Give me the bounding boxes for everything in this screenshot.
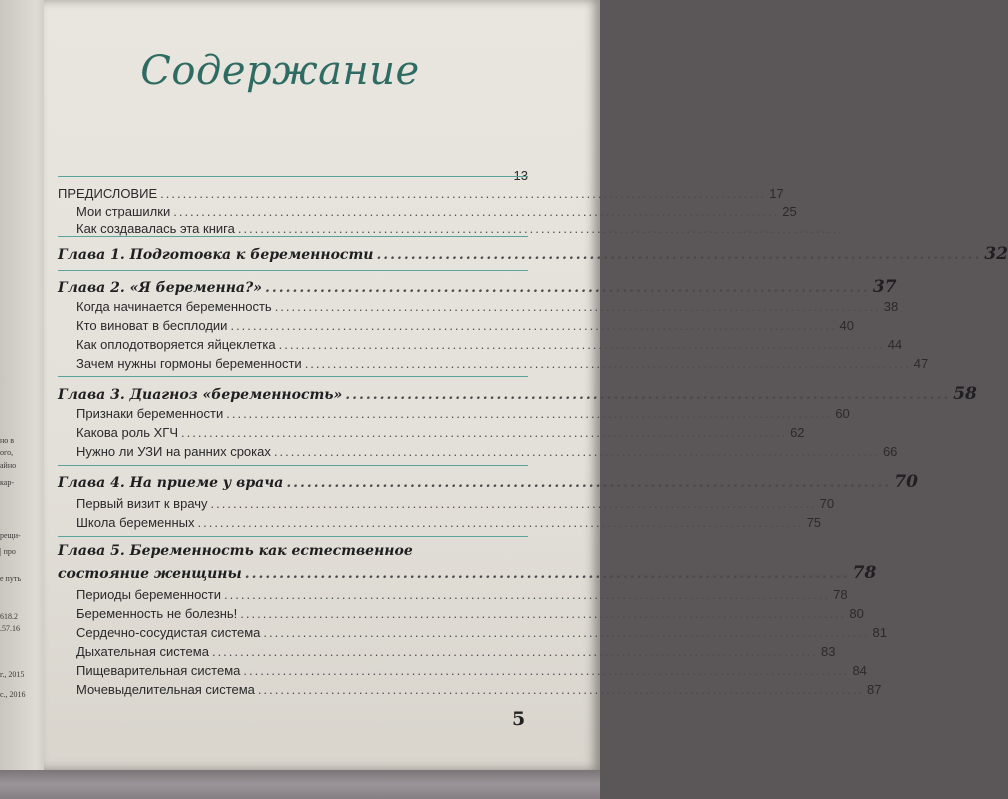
toc-page: 81 [872, 625, 887, 640]
toc-page: 70 [819, 496, 835, 511]
toc-entry: Зачем нужны гормоны беременности ............................................................................................................ 47 [58, 356, 528, 371]
toc-page: 66 [882, 444, 898, 459]
toc-entry: Сердечно-сосудистая система ............................................................................................................ 81 [58, 625, 528, 640]
toc-entry: Первый визит к врачу ............................................................................................................ 70 [58, 496, 528, 511]
divider [58, 176, 528, 177]
toc-page: 78 [852, 563, 877, 583]
toc-label: Какова роль ХГЧ [76, 425, 178, 440]
toc-label: Зачем нужны гормоны беременности [76, 356, 302, 371]
toc-label: Дыхательная система [76, 644, 209, 659]
toc-page: 25 [782, 204, 797, 219]
toc-page: 17 [769, 186, 784, 201]
toc-page: 32 [984, 244, 1008, 264]
toc-label: Как создавалась эта книга [76, 221, 235, 236]
toc-chapter: состояние женщины ........................................................................................ 78 [58, 563, 877, 583]
divider [58, 465, 528, 466]
toc-entry: Когда начинается беременность ............................................................................................................ 38 [58, 299, 528, 314]
divider [58, 236, 528, 237]
divider [58, 270, 528, 271]
toc-entry: Пищеварительная система ............................................................................................................ 84 [58, 663, 528, 678]
left-page-text: айно [0, 461, 17, 470]
toc-entry: Признаки беременности ............................................................................................................ 60 [58, 406, 528, 421]
toc-entry: Периоды беременности ............................................................................................................ 78 [58, 587, 528, 602]
toc-page: 87 [866, 682, 882, 697]
toc-chapter-label: Глава 5. Беременность как естественное [58, 543, 413, 559]
toc-label: Глава 2. «Я беременна?» [58, 280, 262, 296]
left-page-text: г., 2015 [0, 670, 25, 679]
background-fabric [0, 770, 600, 799]
toc-label: Пищеварительная система [76, 663, 241, 678]
divider [58, 536, 528, 537]
toc-label: Сердечно-сосудистая система [76, 625, 261, 640]
toc-page: 44 [887, 337, 903, 352]
toc-page: 70 [894, 472, 918, 492]
toc-entry: Какова роль ХГЧ ............................................................................................................ 62 [58, 425, 528, 440]
toc-chapter: Глава 1. Подготовка к беременности ........................................................................................ 32 [58, 244, 1008, 264]
toc-preface [58, 186, 784, 201]
toc-page: 60 [835, 406, 850, 421]
toc-page: 58 [953, 384, 977, 404]
toc-page: 40 [839, 318, 854, 333]
toc-page: 83 [821, 644, 836, 659]
toc-label: Школа беременных [76, 515, 195, 530]
left-page-text: кар- [0, 478, 14, 487]
page-title: Содержание [140, 48, 420, 94]
toc-page: 78 [833, 587, 848, 602]
toc-page: 13 [513, 168, 528, 183]
toc-entry: Школа беременных ............................................................................................................ 75 [58, 515, 528, 530]
toc-label: Когда начинается беременность [76, 299, 272, 314]
toc-chapter: Глава 3. Диагноз «беременность» ........................................................................................ 58 [58, 384, 977, 404]
toc-page: 62 [790, 425, 805, 440]
toc-entry: Беременность не болезнь! ............................................................................................................ 80 [58, 606, 528, 621]
toc-label: Нужно ли УЗИ на ранних сроках [76, 444, 271, 459]
toc-page: 37 [872, 277, 897, 297]
toc-label: Мочевыделительная система [76, 682, 255, 697]
left-page-text: .57.16 [0, 624, 20, 633]
toc-entry: Мочевыделительная система ............................................................................................................ 87 [58, 682, 528, 697]
toc-page: 75 [806, 515, 822, 530]
toc-entry: Кто виноват в бесплодии ............................................................................................................ 40 [58, 318, 528, 333]
left-page-text: рещи- [0, 531, 21, 540]
toc-entry: Как оплодотворяется яйцеклетка ............................................................................................................ 44 [58, 337, 528, 352]
leader-dots: ............................................................................................................ [160, 186, 767, 201]
toc-label: состояние женщины [58, 566, 242, 582]
toc-label: Глава 4. На приеме у врача [58, 475, 284, 491]
toc-page: 38 [883, 299, 899, 314]
toc-label: Признаки беременности [76, 406, 224, 421]
toc-label: Кто виноват в бесплодии [76, 318, 228, 333]
toc-page: 80 [849, 606, 864, 621]
left-page-text: с., 2016 [0, 690, 26, 699]
toc-entry: Нужно ли УЗИ на ранних сроках ............................................................................................................ 66 [58, 444, 528, 459]
toc-entry: Как создавалась эта книга ............................................................................................................ [58, 221, 528, 236]
divider [58, 376, 528, 377]
toc-chapter: Глава 2. «Я беременна?» ........................................................................................ 37 [58, 277, 897, 297]
toc-entry: Дыхательная система ............................................................................................................ 83 [58, 644, 528, 659]
toc-label: Мои страшилки [76, 204, 171, 219]
toc-label: Беременность не болезнь! [76, 606, 238, 621]
left-page-text: е путь [0, 574, 21, 583]
toc-label: Глава 1. Подготовка к беременности [58, 247, 374, 263]
left-page-text: | про [0, 547, 16, 556]
page-number: 5 [512, 708, 526, 730]
left-page-text: ого, [0, 448, 14, 457]
toc-label: Глава 3. Диагноз «беременность» [58, 387, 343, 403]
left-page-text: 618.2 [0, 612, 18, 621]
toc-label: Периоды беременности [76, 587, 222, 602]
toc-page: 84 [852, 663, 867, 678]
toc-chapter: Глава 4. На приеме у врача ........................................................................................ 70 [58, 472, 918, 492]
toc-label: ПРЕДИСЛОВИЕ [58, 186, 158, 201]
toc-label: Как оплодотворяется яйцеклетка [76, 337, 276, 352]
toc-entry: Мои страшилки ............................................................................................................ 25 [58, 204, 528, 219]
toc-label: Первый визит к врачу [76, 496, 208, 511]
toc-page: 47 [913, 356, 929, 371]
left-page-text: но в [0, 436, 15, 445]
